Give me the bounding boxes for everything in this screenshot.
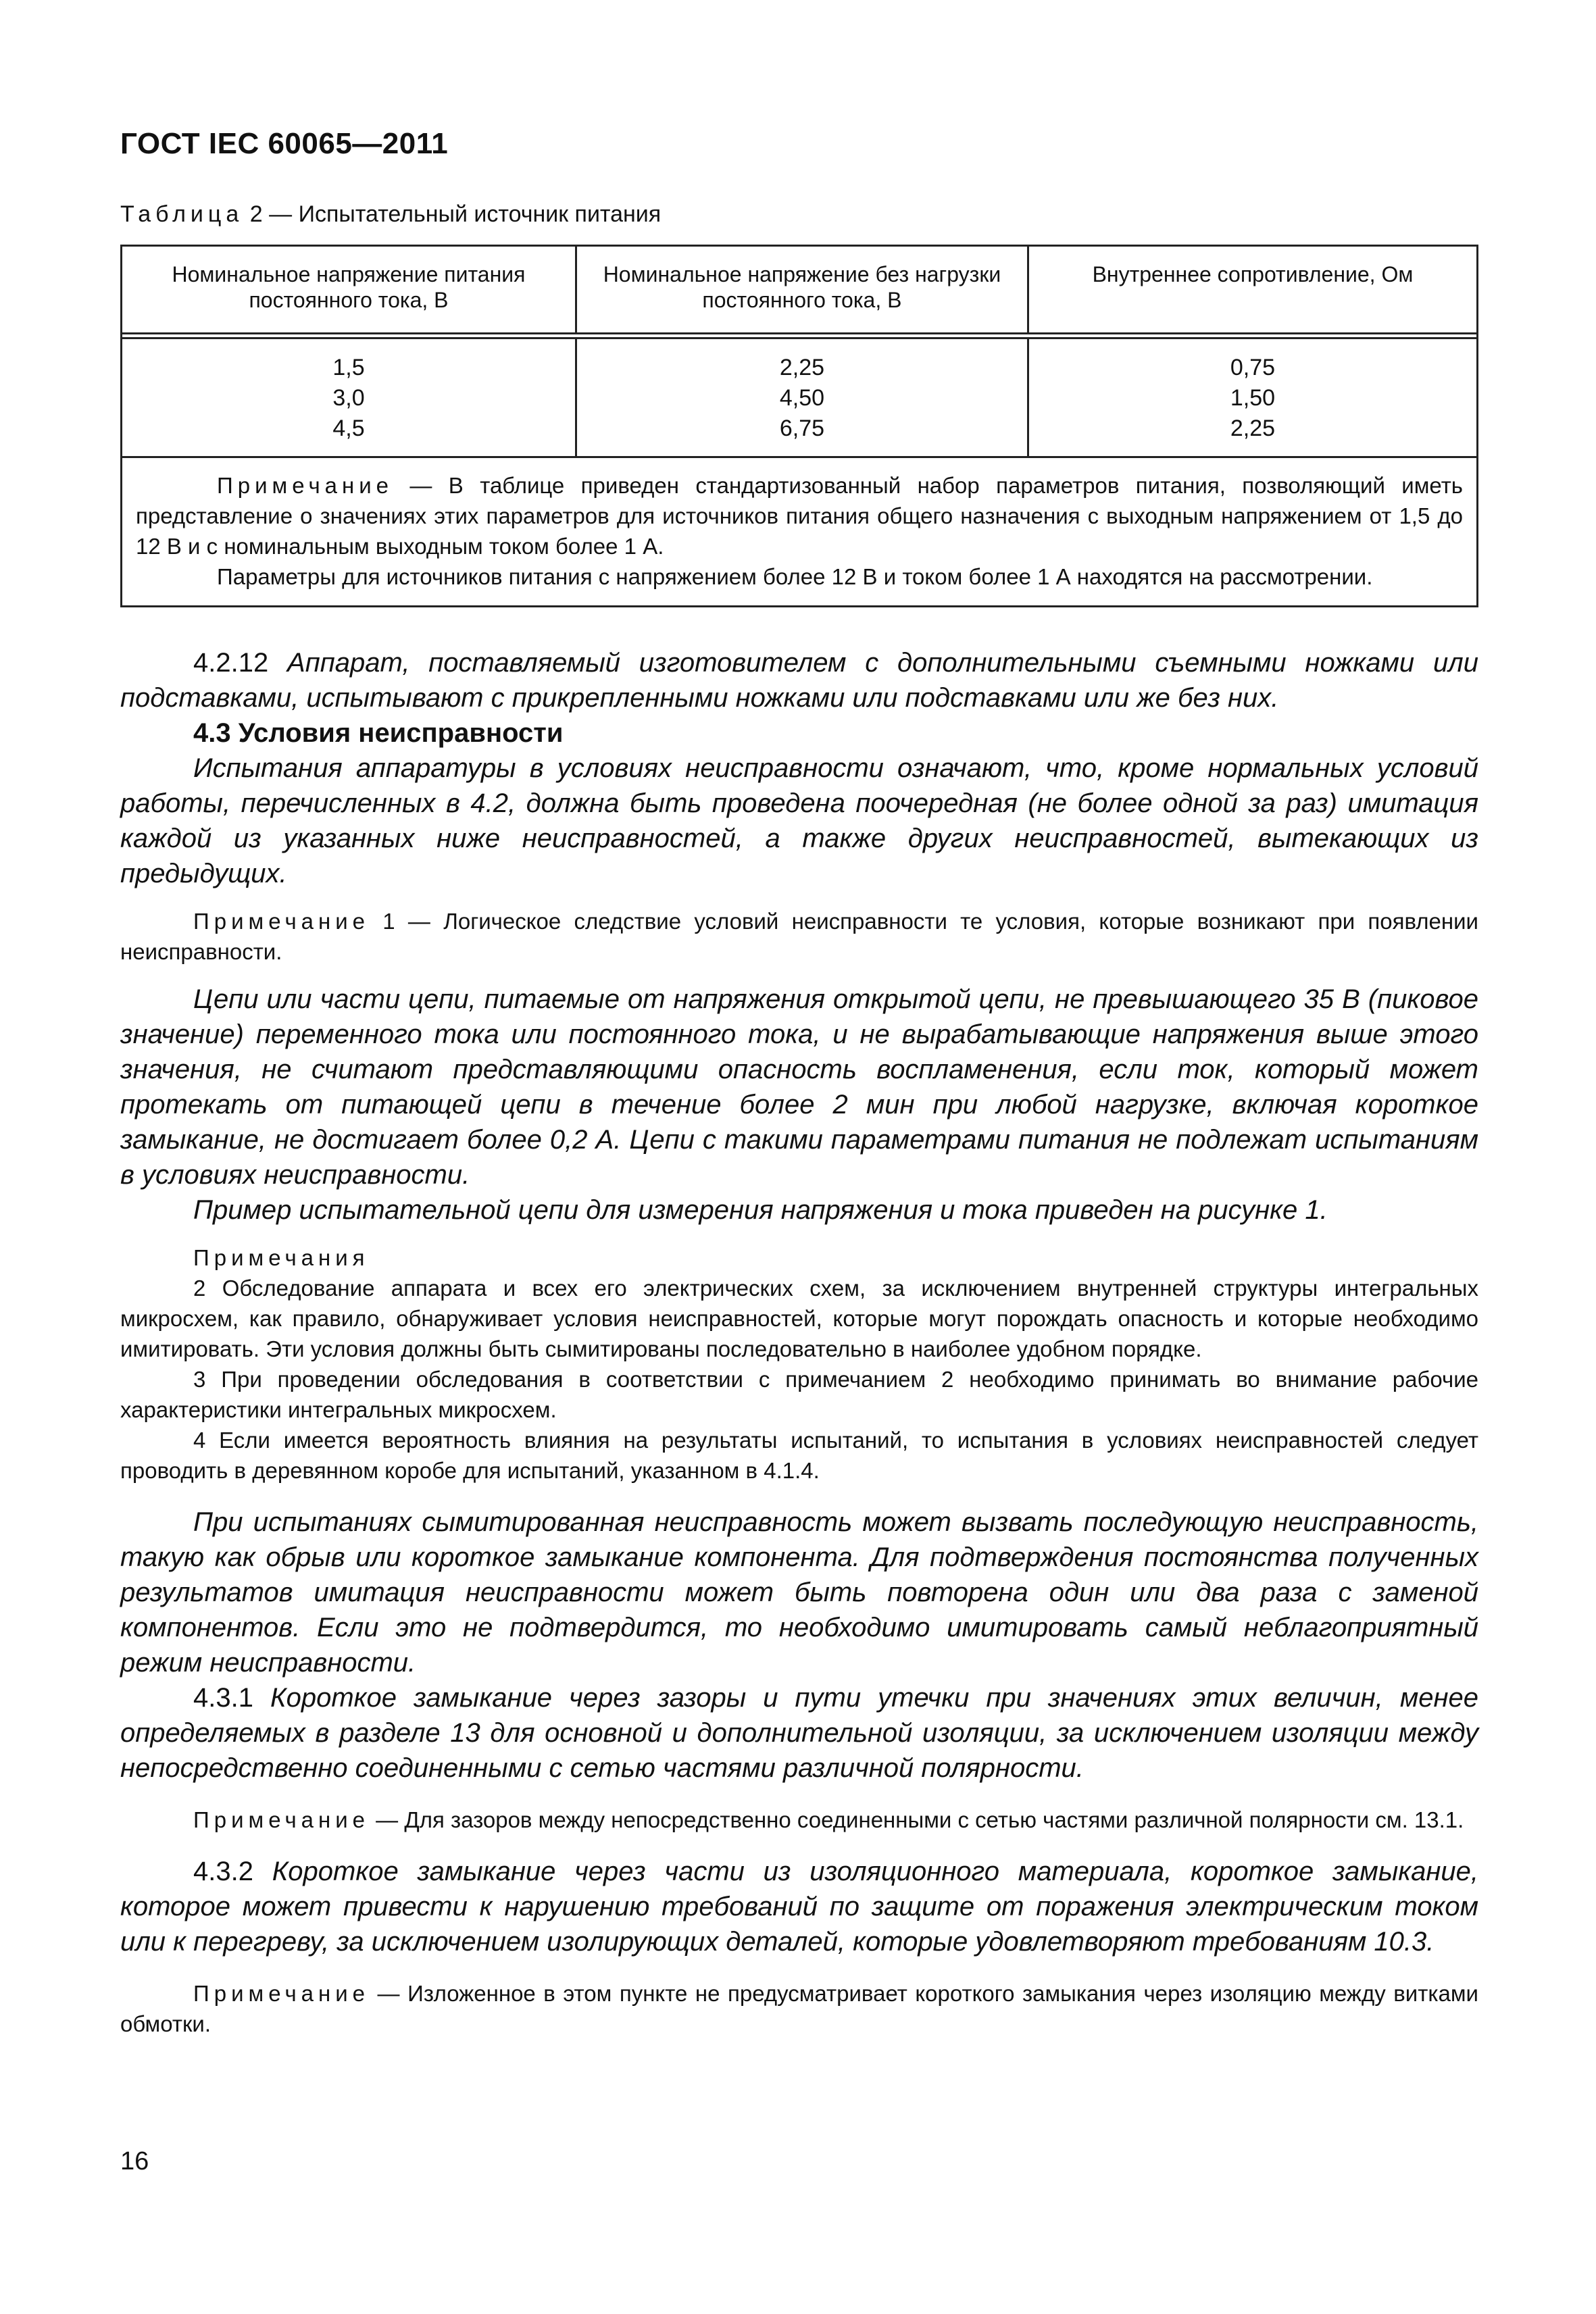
table-header-cell: Номинальное напряжение питания постоянного тока, В <box>122 246 576 334</box>
table-note-row <box>122 457 1478 607</box>
clause-number: 4.3.2 <box>193 1857 272 1886</box>
table-caption-text: 2 — Испытательный источник питания <box>249 201 662 227</box>
table-caption-label: Таблица <box>120 201 244 227</box>
table-row <box>122 338 1478 457</box>
paragraph: Пример испытательной цепи для измерения напряжения и тока приведен на рисунке 1. <box>193 1195 1328 1225</box>
clause-number: 4.2.12 <box>193 648 288 678</box>
clause-text: Короткое замыкание через зазоры и пути утечки при значениях этих величин, менее определяемых в разделе 13 для основной и дополнительной изоляции, за исключением изоляции между непосредственно соединенными с сетью частями различной полярности. <box>120 1683 1479 1783</box>
note-text: 1 — Логическое следствие условий неисправности те условия, которые возникают при появлении неисправности. <box>120 909 1478 964</box>
table-note-paragraph: Параметры для источников питания с напряжением более 12 В и током более 1 А находятся на рассмотрении. <box>217 564 1373 589</box>
cell-value: 4,5 <box>332 416 365 441</box>
table-cell <box>122 338 576 457</box>
section-heading-4-3: 4.3 Условия неисправности <box>193 718 564 748</box>
note-label: Примечание <box>217 473 394 498</box>
clause-text: Аппарат, поставляемый изготовителем с дополнительными съемными ножками или подставками, испытывают с прикрепленными ножками или подставками или же без них. <box>120 648 1478 713</box>
paragraph: При испытаниях сымитированная неисправность может вызвать последующую неисправность, такую как обрыв или короткое замыкание компонента. Для подтверждения постоянства полученных результатов имитация неисправности может быть повторена один или два раза с заменой компонентов. Если это не подтвердится, то необходимо имитировать самый неблагоприятный режим неисправности. <box>120 1507 1478 1678</box>
note-text: — Изложенное в этом пункте не предусматривает короткого замыкания через изоляцию между витками обмотки. <box>120 1981 1478 2036</box>
note-text: — Для зазоров между непосредственно соединенными с сетью частями различной полярности см. 13.1. <box>370 1807 1464 1832</box>
table-cell <box>1028 338 1477 457</box>
note-text: — В таблице приведен стандартизованный набор параметров питания, позволяющий иметь представление о значениях этих параметров для источников питания общего назначения с выходным напряжением от 1,5 до 12 В и с номинальным выходным током более 1 А. <box>136 473 1463 559</box>
note-2: 2 Обследование аппарата и всех его электрических схем, за исключением внутренней структуры интегральных микросхем, как правило, обнаруживает условия неисправностей, которые могут порождать опасность и которые необходимо имитировать. Эти условия должны быть сымитированы последовательно в наиболее удобном порядке. <box>120 1276 1478 1361</box>
note-4: 4 Если имеется вероятность влияния на результаты испытаний, то испытания в условиях неисправностей следует проводить в деревянном коробе для испытаний, указанном в 4.1.4. <box>120 1428 1478 1483</box>
table-header-separator <box>122 334 1478 338</box>
table-header-cell: Внутреннее сопротивление, Ом <box>1028 246 1477 334</box>
cell-value: 1,50 <box>1230 385 1276 411</box>
table-header-cell: Номинальное напряжение без нагрузки постоянного тока, В <box>576 246 1028 334</box>
note-label: Примечание <box>193 909 370 934</box>
cell-value: 2,25 <box>1230 416 1276 441</box>
page-number: 16 <box>120 2147 149 2175</box>
notes-label: Примечания <box>193 1245 370 1270</box>
note-4-3-2 <box>120 1978 1478 2039</box>
clause-4-3-2 <box>120 1854 1478 1959</box>
clause-4-3-1 <box>120 1680 1478 1786</box>
table-caption <box>120 201 661 228</box>
cell-value: 2,25 <box>779 355 825 380</box>
test-power-supply-table <box>120 245 1478 607</box>
note-1 <box>120 906 1478 967</box>
cell-value: 0,75 <box>1230 355 1276 380</box>
note-label: Примечание <box>193 1981 370 2006</box>
clause-4-2-12 <box>120 645 1478 715</box>
document-header-id: ГОСТ IEC 60065—2011 <box>120 127 449 160</box>
note-3: 3 При проведении обследования в соответствии с примечанием 2 необходимо принимать во внимание рабочие характеристики интегральных микросхем. <box>120 1367 1478 1422</box>
clause-number: 4.3.1 <box>193 1683 271 1713</box>
document-body <box>120 645 1478 2039</box>
table-note-paragraph <box>136 470 1463 561</box>
note-4-3-1 <box>120 1805 1478 1835</box>
table-cell <box>576 338 1028 457</box>
paragraph: Цепи или части цепи, питаемые от напряжения открытой цепи, не превышающего 35 В (пиковое значение) переменного тока или постоянного тока, и не вырабатывающие напряжения выше этого значения, не считают представляющими опасность воспламенения, если ток, который может протекать от питающей цепи в течение более 2 мин при любой нагрузке, включая короткое замыкание, не достигает более 0,2 А. Цепи с такими параметрами питания не подлежат испытаниям в условиях неисправности. <box>120 984 1478 1190</box>
note-label: Примечание <box>193 1807 370 1832</box>
table-note <box>122 457 1478 607</box>
clause-text: Короткое замыкание через части из изоляционного материала, короткое замыкание, которое может привести к нарушению требований по защите от поражения электрическим током или к перегреву, за исключением изолирующих деталей, которые удовлетворяют требованиям 10.3. <box>120 1857 1479 1957</box>
cell-value: 3,0 <box>332 385 365 411</box>
cell-value: 1,5 <box>332 355 365 380</box>
cell-value: 4,50 <box>779 385 825 411</box>
table-header-row <box>122 246 1478 334</box>
paragraph: Испытания аппаратуры в условиях неисправности означают, что, кроме нормальных условий работы, перечисленных в 4.2, должна быть проведена поочередная (не более одной за раз) имитация каждой из указанных ниже неисправностей, а также других неисправностей, вытекающих из предыдущих. <box>120 753 1478 888</box>
cell-value: 6,75 <box>779 416 825 441</box>
